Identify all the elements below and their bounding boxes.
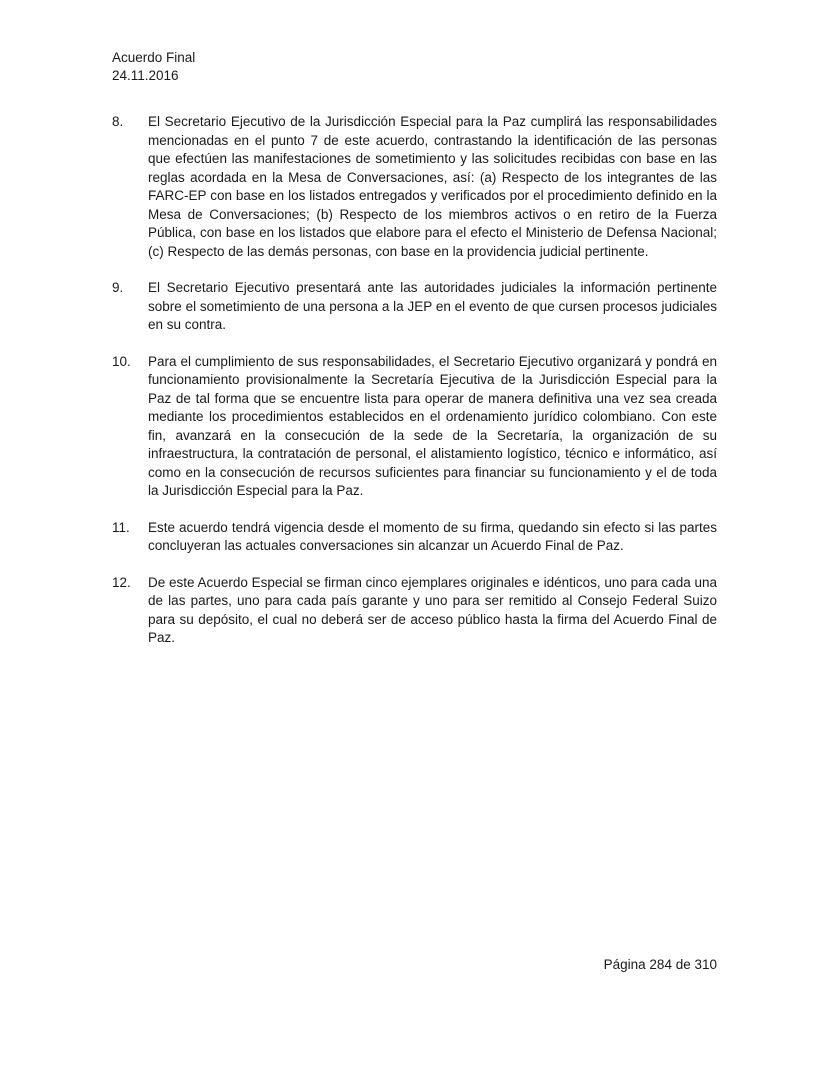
item-number: 10. — [112, 353, 131, 369]
list-item — [112, 279, 717, 335]
item-number: 12. — [112, 574, 131, 590]
list-item — [112, 519, 717, 556]
page-number: Página 284 de 310 — [603, 957, 717, 972]
list-item — [112, 353, 717, 501]
document-title: Acuerdo Final — [112, 50, 196, 65]
item-number: 11. — [112, 519, 130, 535]
item-number: 9. — [112, 280, 124, 295]
item-text: De este Acuerdo Especial se firman cinco ejemplares originales e idénticos, uno para cada una de las partes, uno para cada país garante y uno para ser remitido al Consejo Federal Suizo para su depósito, el cual no deberá ser de acceso público hasta la firma del Acuerdo Final de Paz. — [148, 574, 717, 645]
item-text: El Secretario Ejecutivo presentará ante las autoridades judiciales la información pertinente sobre el sometimiento de una persona a la JEP en el evento de que cursen procesos judiciales en su contra. — [148, 280, 717, 332]
document-date: 24.11.2016 — [112, 68, 179, 83]
item-text: El Secretario Ejecutivo de la Jurisdicción Especial para la Paz cumplirá las responsabilidades mencionadas en el punto 7 de este acuerdo, contrastando la identificación de las personas que efectúen las manifestaciones de sometimiento y las solicitudes recibidas con base en las reglas acordada en la Mesa de Conversaciones, así: (a) Respecto de los integrantes de las FARC-EP con base en los listados entregados y verificados por el procedimiento definido en la Mesa de Conversaciones; (b) Respecto de los miembros activos o en retiro de la Fuerza Pública, con base en los listados que elabore para el efecto el Ministerio de Defensa Nacional; (c) Respecto de las demás personas, con base en la providencia judicial pertinente. — [148, 114, 717, 259]
page-header — [112, 49, 195, 85]
list-item — [112, 113, 717, 261]
list-item — [112, 574, 717, 648]
item-text: Este acuerdo tendrá vigencia desde el momento de su firma, quedando sin efecto si las partes concluyeran las actuales conversaciones sin alcanzar un Acuerdo Final de Paz. — [148, 519, 717, 553]
item-number: 8. — [112, 114, 124, 129]
item-text: Para el cumplimiento de sus responsabilidades, el Secretario Ejecutivo organizará y pondrá en funcionamiento provisionalmente la Secretaría Ejecutiva de la Jurisdicción Especial para la Paz de tal forma que se encuentre lista para operar de manera definitiva una vez sea creada mediante los procedimientos establecidos en el ordenamiento jurídico colombiano. Con este fin, avanzará en la consecución de la sede de la Secretaría, la organización de su infraestructura, la contratación de personal, el alistamiento logístico, técnico e informático, así como en la consecución de recursos suficientes para financiar su funcionamiento y el de toda la Jurisdicción Especial para la Paz. — [148, 353, 717, 498]
numbered-list — [112, 113, 717, 666]
